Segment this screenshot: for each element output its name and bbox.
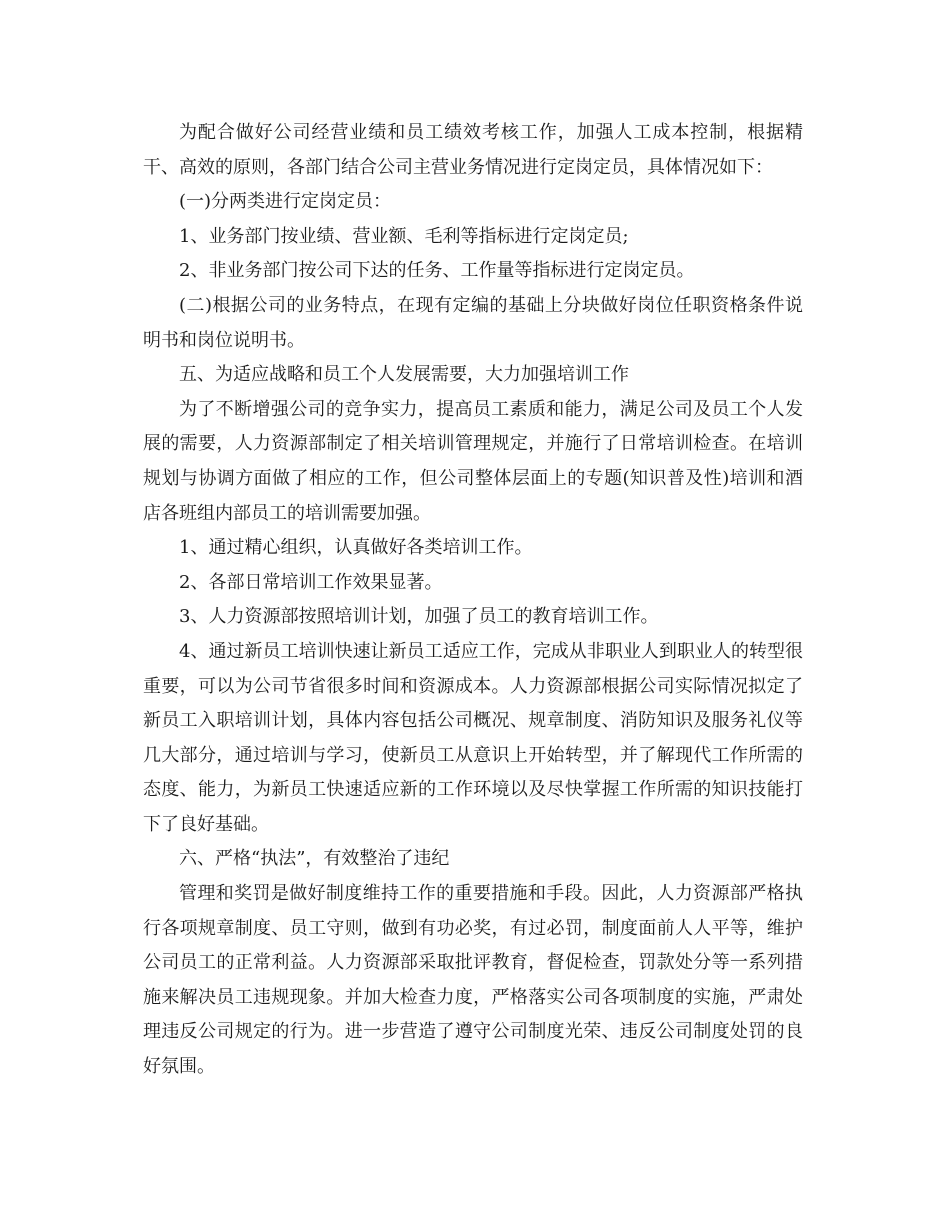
paragraph-item-1: 1、业务部门按业绩、营业额、毛利等指标进行定岗定员;	[179, 225, 629, 247]
paragraph-intro: 为配合做好公司经营业绩和员工绩效考核工作，加强人工成本控制，根据精干、高效的原则，各部门结合公司主营业务情况进行定岗定员，具体情况如下：	[143, 122, 803, 178]
paragraph-training-item-1: 1、通过精心组织，认真做好各类培训工作。	[179, 537, 533, 559]
section-heading-6: 六、严格“执法”，有效整治了违纪	[179, 848, 450, 870]
paragraph-item-2: 2、非业务部门按公司下达的任务、工作量等指标进行定岗定员。	[179, 260, 695, 282]
section-heading-5: 五、为适应战略和员工个人发展需要，大力加强培训工作	[179, 364, 629, 386]
paragraph-training-item-2: 2、各部日常培训工作效果显著。	[179, 571, 443, 593]
paragraph-training-item-3: 3、人力资源部按照培训计划，加强了员工的教育培训工作。	[179, 606, 659, 628]
paragraph-training-overview: 为了不断增强公司的竞争实力，提高员工素质和能力，满足公司及员工个人发展的需要，人力资源部制定了相关培训管理规定，并施行了日常培训检查。在培训规划与协调方面做了相应的工作，但公司整体层面上的专题(知识普及性)培训和酒店各班组内部员工的培训需要加强。	[143, 398, 803, 524]
paragraph-discipline: 管理和奖罚是做好制度维持工作的重要措施和手段。因此，人力资源部严格执行各项规章制度、员工守则，做到有功必奖，有过必罚，制度面前人人平等，维护公司员工的正常利益。人力资源部采取批评教育，督促检查，罚款处分等一系列措施来解决员工违规现象。并加大检查力度，严格落实公司各项制度的实施，严肃处理违反公司规定的行为。进一步营造了遵守公司制度光荣、违反公司制度处罚的良好氛围。	[143, 883, 803, 1078]
document-body	[143, 116, 803, 1085]
paragraph-subsection-2: (二)根据公司的业务特点，在现有定编的基础上分块做好岗位任职资格条件说明书和岗位说明书。	[143, 294, 803, 351]
paragraph-training-item-4: 4、通过新员工培训快速让新员工适应工作，完成从非职业人到职业人的转型很重要，可以为公司节省很多时间和资源成本。人力资源部根据公司实际情况拟定了新员工入职培训计划，具体内容包括公司概况、规章制度、消防知识及服务礼仪等几大部分，通过培训与学习，使新员工从意识上开始转型，并了解现代工作所需的态度、能力，为新员工快速适应新的工作环境以及尽快掌握工作所需的知识技能打下了良好基础。	[143, 640, 803, 835]
paragraph-subsection-1: (一)分两类进行定岗定员：	[179, 191, 392, 213]
